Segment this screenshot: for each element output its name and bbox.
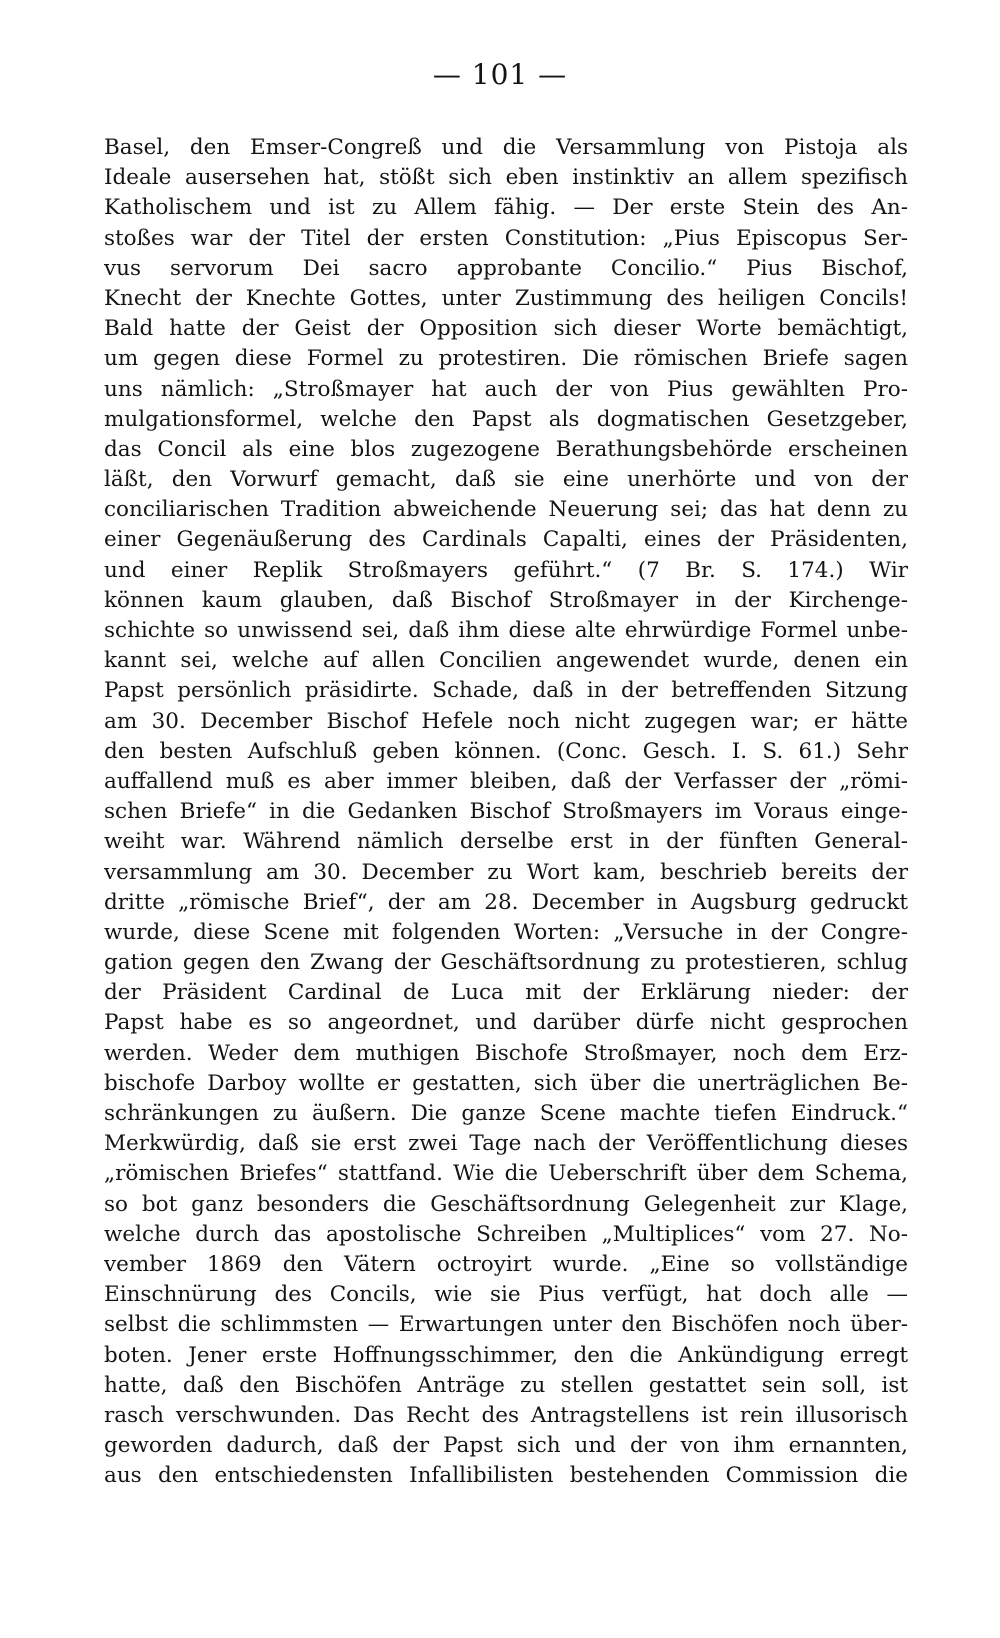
text-line: aus den entschiedensten Infallibilisten bestehenden Commission die bbox=[104, 1463, 908, 1489]
text-line: werden. Weder dem muthigen Bischofe Stroßmayer, noch dem Erz- bbox=[104, 1040, 908, 1066]
text-line: einer Gegenäußerung des Cardinals Capalti, eines der Präsidenten, bbox=[104, 527, 908, 553]
text-line: der Präsident Cardinal de Luca mit der Erklärung nieder: der bbox=[104, 980, 908, 1006]
text-line: Papst habe es so angeordnet, und darüber dürfe nicht gesprochen bbox=[104, 1010, 908, 1036]
text-line: können kaum glauben, daß Bischof Stroßmayer in der Kirchenge- bbox=[104, 587, 908, 613]
text-line: gation gegen den Zwang der Geschäftsordnung zu protestieren, schlug bbox=[104, 950, 908, 976]
text-line: um gegen diese Formel zu protestiren. Die römischen Briefe sagen bbox=[104, 346, 908, 372]
text-line: wurde, diese Scene mit folgenden Worten: „Versuche in der Congre- bbox=[104, 919, 908, 945]
text-line: schichte so unwissend sei, daß ihm diese alte ehrwürdige Formel unbe- bbox=[104, 618, 908, 643]
page-number-header: — 101 — bbox=[432, 58, 568, 91]
text-line: Bald hatte der Geist der Opposition sich dieser Worte bemächtigt, bbox=[104, 316, 908, 342]
text-line: welche durch das apostolische Schreiben „Multiplices“ vom 27. No- bbox=[104, 1221, 908, 1247]
text-line: geworden dadurch, daß der Papst sich und der von ihm ernannten, bbox=[104, 1433, 908, 1459]
text-line: so bot ganz besonders die Geschäftsordnung Gelegenheit zur Klage, bbox=[104, 1191, 908, 1217]
text-line: boten. Jener erste Hoffnungsschimmer, den die Ankündigung erregt bbox=[104, 1342, 908, 1368]
text-line: conciliarischen Tradition abweichende Neuerung sei; das hat denn zu bbox=[104, 497, 908, 523]
text-line: Papst persönlich präsidirte. Schade, daß in der betreffenden Sitzung bbox=[104, 678, 908, 704]
text-line: Basel, den Emser-Congreß und die Versammlung von Pistoja als bbox=[104, 135, 908, 160]
text-line: Katholischem und ist zu Allem fähig. — Der erste Stein des An- bbox=[104, 195, 908, 221]
text-line: Merkwürdig, daß sie erst zwei Tage nach der Veröffentlichung dieses bbox=[104, 1131, 908, 1157]
text-line: schen Briefe“ in die Gedanken Bischof Stroßmayers im Voraus einge- bbox=[104, 799, 908, 825]
text-line: selbst die schlimmsten — Erwartungen unter den Bischöfen noch über- bbox=[104, 1312, 908, 1338]
text-line: auffallend muß es aber immer bleiben, daß der Verfasser der „römi- bbox=[104, 768, 908, 794]
text-line: vember 1869 den Vätern octroyirt wurde. „Eine so vollständige bbox=[104, 1251, 908, 1277]
text-line: läßt, den Vorwurf gemacht, daß sie eine unerhörte und von der bbox=[104, 467, 908, 493]
text-line: „römischen Briefes“ stattfand. Wie die Ueberschrift über dem Schema, bbox=[104, 1161, 908, 1187]
text-line: weiht war. Während nämlich derselbe erst in der fünften General- bbox=[104, 829, 908, 855]
text-line: Knecht der Knechte Gottes, unter Zustimmung des heiligen Concils! bbox=[104, 285, 908, 311]
text-line: Einschnürung des Concils, wie sie Pius verfügt, hat doch alle — bbox=[104, 1282, 908, 1308]
text-line: versammlung am 30. December zu Wort kam, beschrieb bereits der bbox=[104, 859, 908, 885]
text-line: schränkungen zu äußern. Die ganze Scene machte tiefen Eindruck.“ bbox=[104, 1101, 908, 1126]
text-line: Ideale ausersehen hat, stößt sich eben instinktiv an allem spezifisch bbox=[104, 165, 908, 191]
text-line: rasch verschwunden. Das Recht des Antragstellens ist rein illusorisch bbox=[104, 1402, 908, 1428]
text-line: das Concil als eine blos zugezogene Berathungsbehörde erscheinen bbox=[104, 436, 908, 462]
text-line: dritte „römische Brief“, der am 28. December in Augsburg gedruckt bbox=[104, 889, 908, 915]
text-line: vus servorum Dei sacro approbante Concilio.“ Pius Bischof, bbox=[104, 255, 908, 281]
text-line: bischofe Darboy wollte er gestatten, sich über die unerträglichen Be- bbox=[104, 1070, 908, 1096]
text-line: kannt sei, welche auf allen Concilien angewendet wurde, denen ein bbox=[104, 648, 908, 674]
text-line: stoßes war der Titel der ersten Constitution: „Pius Episcopus Ser- bbox=[104, 225, 908, 251]
text-line: und einer Replik Stroßmayers geführt.“ (7 Br. S. 174.) Wir bbox=[104, 557, 908, 583]
text-line: den besten Aufschluß geben können. (Conc. Gesch. I. S. 61.) Sehr bbox=[104, 738, 908, 764]
body-text bbox=[104, 133, 908, 1491]
text-line: hatte, daß den Bischöfen Anträge zu stellen gestattet sein soll, ist bbox=[104, 1372, 908, 1398]
text-line: mulgationsformel, welche den Papst als dogmatischen Gesetzgeber, bbox=[104, 406, 908, 432]
text-line: uns nämlich: „Stroßmayer hat auch der von Pius gewählten Pro- bbox=[104, 376, 908, 402]
text-line: am 30. December Bischof Hefele noch nicht zugegen war; er hätte bbox=[104, 708, 908, 734]
